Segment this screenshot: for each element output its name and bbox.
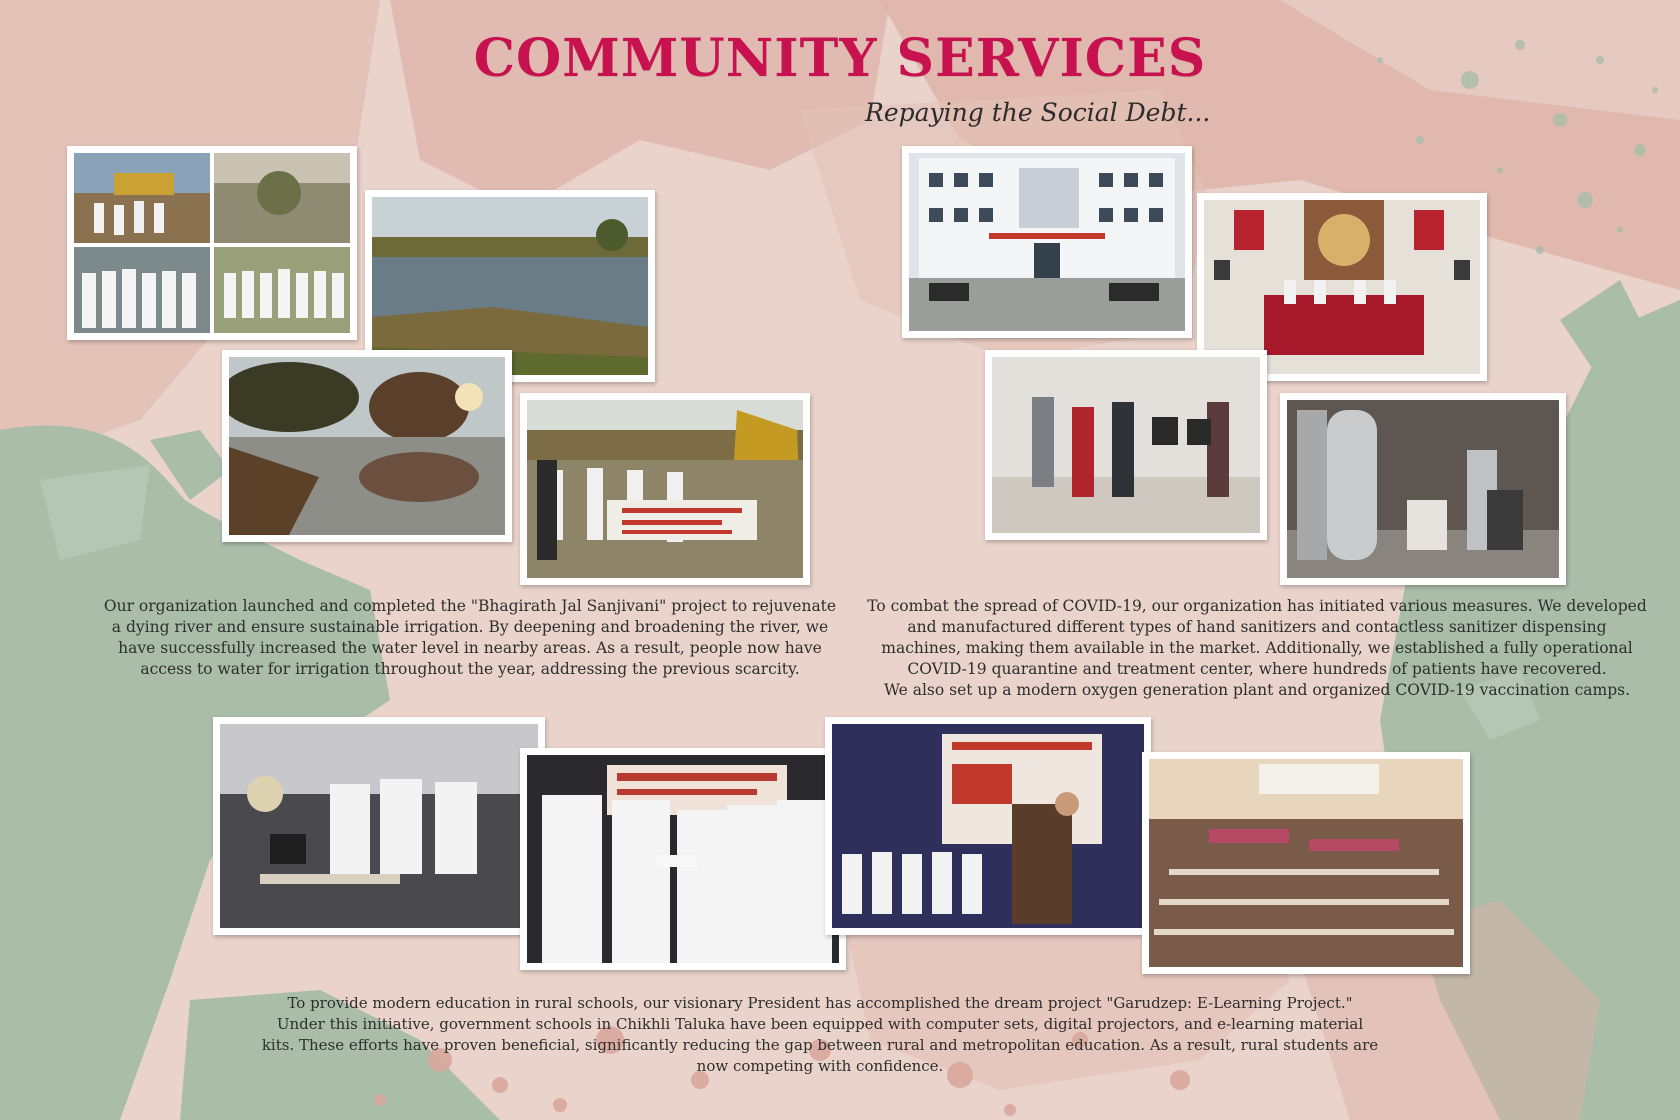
education-line-4: now competing with confidence. <box>696 1057 944 1075</box>
covid-line-3: machines, making them available in the market. Additionally, we established a fully operational <box>881 639 1633 657</box>
covid-line-4: COVID-19 quarantine and treatment center, where hundreds of patients have recovered. <box>907 660 1607 678</box>
water-project-description <box>70 596 870 680</box>
water-line-2: a dying river and ensure sustainable irrigation. By deepening and broadening the river, we <box>111 618 829 636</box>
photo-river-sunset <box>222 350 512 542</box>
excavation-image <box>527 400 803 578</box>
photo-covid-center-building <box>902 146 1192 338</box>
water-line-1: Our organization launched and completed the "Bhagirath Jal Sanjivani" project to rejuvenate <box>103 597 837 615</box>
building-image <box>909 153 1185 331</box>
education-line-1: To provide modern education in rural schools, our visionary President has accomplished the dream project "Garudzep: E-Learning Project." <box>287 994 1353 1012</box>
covid-line-2: and manufactured different types of hand sanitizers and contactless sanitizer dispensing <box>907 618 1607 636</box>
covid-measures-description <box>862 596 1652 701</box>
education-project-description <box>210 993 1430 1077</box>
photo-stage-speech <box>825 717 1151 935</box>
water-line-3: have successfully increased the water level in nearby areas. As a result, people now have <box>118 639 822 657</box>
photo-auditorium-audience <box>1142 752 1470 974</box>
photo-dispenser-demo <box>985 350 1267 540</box>
page-subtitle: Repaying the Social Debt... <box>865 98 1211 127</box>
collage-image <box>74 153 350 333</box>
photo-award-ceremony <box>520 748 846 970</box>
education-line-3: kits. These efforts have proven beneficial, significantly reducing the gap between rural and metropolitan education. As a result, rural students are <box>261 1036 1379 1054</box>
session-image <box>220 724 538 928</box>
dispenser-image <box>992 357 1260 533</box>
speech-image <box>832 724 1144 928</box>
sunset-image <box>229 357 505 535</box>
river-image <box>372 197 648 375</box>
water-line-4: access to water for irrigation throughout the year, addressing the previous scarcity. <box>140 660 800 678</box>
covid-line-5: We also set up a modern oxygen generation plant and organized COVID-19 vaccination camps. <box>883 681 1631 699</box>
page-title: COMMUNITY SERVICES <box>473 28 1207 89</box>
education-line-2: Under this initiative, government schools in Chikhli Taluka have been equipped with computer sets, digital projectors, and e-learning material <box>276 1015 1364 1033</box>
audience-image <box>1149 759 1463 967</box>
photo-oxygen-plant <box>1280 393 1566 585</box>
award-image <box>527 755 839 963</box>
covid-line-1: To combat the spread of COVID-19, our organization has initiated various measures. We developed <box>867 597 1647 615</box>
photo-elearning-session <box>213 717 545 935</box>
sanitizer-image <box>1204 200 1480 374</box>
photo-site-visit-collage <box>67 146 357 340</box>
oxygen-plant-image <box>1287 400 1559 578</box>
photo-excavation-banner <box>520 393 810 585</box>
